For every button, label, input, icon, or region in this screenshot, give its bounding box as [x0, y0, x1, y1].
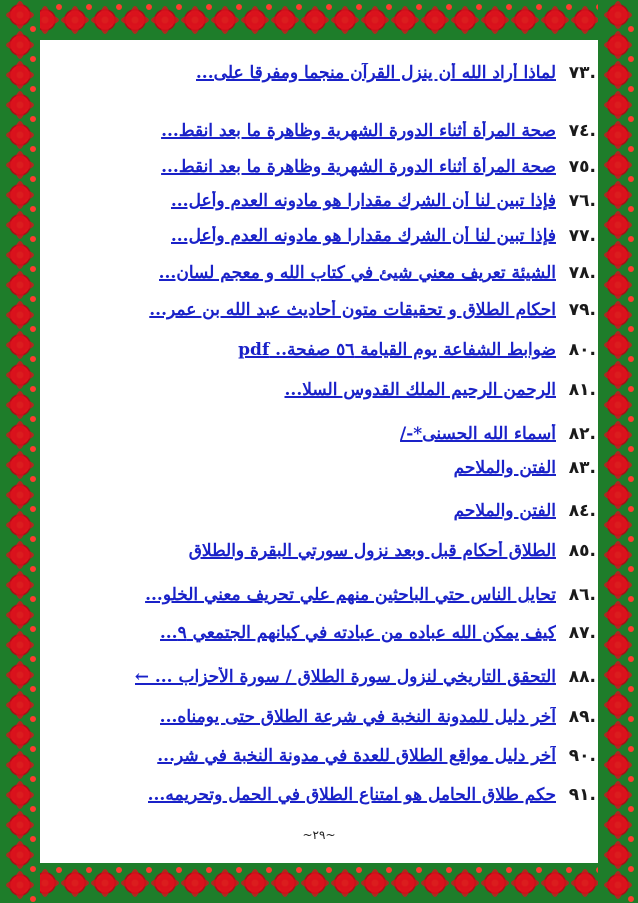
poinsettia-icon — [9, 304, 31, 326]
berry-icon — [30, 296, 36, 302]
berry-icon — [386, 4, 392, 10]
berry-icon — [628, 566, 634, 572]
berry-icon — [30, 86, 36, 92]
berry-icon — [446, 4, 452, 10]
list-item[interactable] — [66, 375, 596, 405]
poinsettia-icon — [607, 664, 629, 686]
entry-link[interactable]: صحة المرأة أثناء الدورة الشهرية وظاهرة ما بعد انقط... — [161, 157, 556, 177]
page-number: ~٢٩~ — [302, 828, 336, 842]
list-item[interactable] — [66, 58, 596, 88]
poinsettia-icon — [364, 872, 386, 894]
poinsettia-icon — [607, 394, 629, 416]
berry-icon — [266, 867, 272, 873]
berry-icon — [56, 867, 62, 873]
poinsettia-icon — [9, 634, 31, 656]
poinsettia-icon — [607, 754, 629, 776]
poinsettia-icon — [9, 574, 31, 596]
poinsettia-icon — [244, 9, 266, 31]
poinsettia-icon — [607, 214, 629, 236]
entry-link[interactable]: آخر دليل للمدونة النخبة في شرعة الطلاق حتى يومناه... — [159, 707, 556, 727]
poinsettia-icon — [607, 604, 629, 626]
entry-link[interactable]: فإذا تبين لنا أن الشرك مقدارا هو مادونه العدم وأعل... — [170, 191, 556, 211]
poinsettia-icon — [9, 694, 31, 716]
poinsettia-icon — [9, 484, 31, 506]
poinsettia-icon — [184, 9, 206, 31]
poinsettia-icon — [154, 872, 176, 894]
list-item[interactable] — [66, 453, 596, 483]
berry-icon — [206, 867, 212, 873]
list-item[interactable] — [66, 536, 596, 566]
berry-icon — [628, 716, 634, 722]
berry-icon — [628, 746, 634, 752]
poinsettia-icon — [274, 9, 296, 31]
entry-number: .٧٦ — [568, 191, 596, 211]
berry-icon — [30, 866, 36, 872]
entry-link[interactable]: الطلاق أحكام قبل وبعد نزول سورتي البقرة والطلاق — [188, 541, 556, 561]
poinsettia-icon — [454, 872, 476, 894]
berry-icon — [536, 4, 542, 10]
entry-number: .٨٣ — [568, 458, 596, 478]
poinsettia-icon — [607, 454, 629, 476]
berry-icon — [30, 716, 36, 722]
entry-link[interactable]: أسماء الله الحسنى*-/ — [400, 424, 556, 444]
poinsettia-icon — [454, 9, 476, 31]
berry-icon — [628, 56, 634, 62]
poinsettia-icon — [154, 9, 176, 31]
poinsettia-icon — [9, 454, 31, 476]
poinsettia-icon — [214, 872, 236, 894]
berry-icon — [628, 326, 634, 332]
berry-icon — [56, 4, 62, 10]
berry-icon — [176, 867, 182, 873]
poinsettia-icon — [607, 334, 629, 356]
berry-icon — [30, 476, 36, 482]
berry-icon — [628, 176, 634, 182]
entry-link[interactable]: صحة المرأة أثناء الدورة الشهرية وظاهرة ما بعد انقط... — [161, 121, 556, 141]
berry-icon — [628, 356, 634, 362]
berry-icon — [628, 386, 634, 392]
berry-icon — [386, 867, 392, 873]
entry-number: .٨٠ — [568, 340, 596, 360]
entry-link[interactable]: آخر دليل مواقع الطلاق للعدة في مدونة النخبة في شر... — [157, 746, 556, 766]
entry-number: .٧٤ — [568, 121, 596, 141]
berry-icon — [628, 776, 634, 782]
berry-icon — [30, 236, 36, 242]
berry-icon — [30, 686, 36, 692]
poinsettia-icon — [9, 94, 31, 116]
entry-number: .٧٣ — [568, 63, 596, 83]
berry-icon — [30, 446, 36, 452]
poinsettia-icon — [334, 9, 356, 31]
berry-icon — [30, 806, 36, 812]
poinsettia-icon — [304, 872, 326, 894]
berry-icon — [30, 176, 36, 182]
poinsettia-icon — [9, 514, 31, 536]
list-item[interactable] — [66, 258, 596, 288]
poinsettia-icon — [9, 64, 31, 86]
poinsettia-icon — [334, 872, 356, 894]
poinsettia-icon — [607, 874, 629, 896]
berry-icon — [628, 116, 634, 122]
poinsettia-icon — [607, 34, 629, 56]
berry-icon — [628, 686, 634, 692]
poinsettia-icon — [124, 9, 146, 31]
list-item[interactable] — [66, 295, 596, 325]
list-item[interactable] — [66, 335, 596, 365]
berry-icon — [30, 386, 36, 392]
poinsettia-icon — [184, 872, 206, 894]
entry-number: .٨٧ — [568, 623, 596, 643]
list-item[interactable] — [66, 419, 596, 449]
poinsettia-icon — [607, 484, 629, 506]
berry-icon — [30, 776, 36, 782]
berry-icon — [566, 867, 572, 873]
poinsettia-icon — [9, 604, 31, 626]
entry-number: .٧٨ — [568, 263, 596, 283]
poinsettia-icon — [424, 9, 446, 31]
entry-link[interactable]: الشيئة تعريف معني شيئ في كتاب الله و معجم لسان... — [158, 263, 556, 283]
berry-icon — [86, 867, 92, 873]
poinsettia-icon — [607, 184, 629, 206]
poinsettia-icon — [9, 394, 31, 416]
list-item[interactable] — [66, 116, 596, 146]
poinsettia-icon — [514, 872, 536, 894]
poinsettia-icon — [607, 424, 629, 446]
berry-icon — [628, 416, 634, 422]
entry-link[interactable]: الرحمن الرحيم الملك القدوس السلا... — [284, 380, 556, 400]
poinsettia-icon — [64, 9, 86, 31]
poinsettia-icon — [544, 872, 566, 894]
entry-link[interactable]: الفتن والملاحم — [453, 458, 556, 478]
berry-icon — [628, 536, 634, 542]
berry-icon — [476, 867, 482, 873]
decorative-border-bottom — [0, 863, 638, 903]
list-item[interactable] — [66, 741, 596, 771]
poinsettia-icon — [9, 334, 31, 356]
berry-icon — [30, 656, 36, 662]
berry-icon — [30, 266, 36, 272]
berry-icon — [30, 356, 36, 362]
entry-link[interactable]: حكم طلاق الحامل هو امتناع الطلاق في الحمل وتحريمه... — [147, 785, 556, 805]
berry-icon — [628, 146, 634, 152]
poinsettia-icon — [484, 9, 506, 31]
berry-icon — [326, 867, 332, 873]
poinsettia-icon — [9, 844, 31, 866]
berry-icon — [628, 26, 634, 32]
poinsettia-icon — [304, 9, 326, 31]
berry-icon — [296, 4, 302, 10]
poinsettia-icon — [607, 304, 629, 326]
poinsettia-icon — [607, 844, 629, 866]
berry-icon — [116, 4, 122, 10]
berry-icon — [86, 4, 92, 10]
berry-icon — [628, 866, 634, 872]
berry-icon — [356, 867, 362, 873]
berry-icon — [236, 4, 242, 10]
entry-number: .٩٠ — [568, 746, 596, 766]
entry-link[interactable]: كيف يمكن الله عباده من عبادته في كيانهم الجتمعي ٩... — [159, 623, 556, 643]
poinsettia-icon — [9, 544, 31, 566]
poinsettia-icon — [9, 784, 31, 806]
berry-icon — [628, 596, 634, 602]
berry-icon — [116, 867, 122, 873]
berry-icon — [446, 867, 452, 873]
entry-number: .٩١ — [568, 785, 596, 805]
list-item[interactable] — [66, 780, 596, 810]
poinsettia-icon — [274, 872, 296, 894]
poinsettia-icon — [607, 274, 629, 296]
poinsettia-icon — [9, 4, 31, 26]
berry-icon — [30, 596, 36, 602]
poinsettia-icon — [9, 244, 31, 266]
berry-icon — [30, 506, 36, 512]
poinsettia-icon — [574, 9, 596, 31]
berry-icon — [628, 236, 634, 242]
poinsettia-icon — [514, 9, 536, 31]
poinsettia-icon — [9, 724, 31, 746]
poinsettia-icon — [214, 9, 236, 31]
berry-icon — [628, 896, 634, 902]
berry-icon — [416, 4, 422, 10]
poinsettia-icon — [607, 634, 629, 656]
entry-link[interactable]: ضوابط الشفاعة يوم القيامة ٥٦ صفحة.. pdf — [238, 340, 556, 360]
berry-icon — [506, 867, 512, 873]
berry-icon — [296, 867, 302, 873]
entry-number: .٧٥ — [568, 157, 596, 177]
berry-icon — [30, 326, 36, 332]
entry-number: .٨٥ — [568, 541, 596, 561]
berry-icon — [236, 867, 242, 873]
poinsettia-icon — [607, 784, 629, 806]
poinsettia-icon — [9, 664, 31, 686]
entry-link[interactable]: احكام الطلاق و تحقيقات متون أحاديث عبد الله بن عمر... — [149, 300, 556, 320]
list-item[interactable] — [66, 186, 596, 216]
poinsettia-icon — [544, 9, 566, 31]
berry-icon — [628, 476, 634, 482]
berry-icon — [628, 656, 634, 662]
poinsettia-icon — [124, 872, 146, 894]
poinsettia-icon — [9, 34, 31, 56]
entry-link[interactable]: فإذا تبين لنا أن الشرك مقدارا هو مادونه العدم وأعل... — [170, 226, 556, 246]
berry-icon — [30, 116, 36, 122]
entry-number: .٨٢ — [568, 424, 596, 444]
poinsettia-icon — [607, 94, 629, 116]
poinsettia-icon — [364, 9, 386, 31]
berry-icon — [30, 626, 36, 632]
poinsettia-icon — [9, 154, 31, 176]
entry-number: .٨١ — [568, 380, 596, 400]
poinsettia-icon — [94, 872, 116, 894]
entry-link[interactable]: لماذا أراد الله أن ينزل القرآن منجما ومفرقا على... — [195, 63, 556, 83]
entry-number: .٨٤ — [568, 501, 596, 521]
poinsettia-icon — [64, 872, 86, 894]
berry-icon — [30, 56, 36, 62]
berry-icon — [476, 4, 482, 10]
entry-number: .٧٩ — [568, 300, 596, 320]
poinsettia-icon — [9, 424, 31, 446]
berry-icon — [628, 266, 634, 272]
list-item[interactable] — [66, 702, 596, 732]
berry-icon — [628, 446, 634, 452]
list-item[interactable] — [66, 221, 596, 251]
berry-icon — [30, 146, 36, 152]
poinsettia-icon — [574, 872, 596, 894]
entry-link[interactable]: التحقق التاريخي لنزول سورة الطلاق / سورة الأحزاب ... ← — [134, 667, 556, 687]
entry-number: .٨٨ — [568, 667, 596, 687]
poinsettia-icon — [607, 64, 629, 86]
poinsettia-icon — [9, 184, 31, 206]
berry-icon — [30, 536, 36, 542]
berry-icon — [628, 296, 634, 302]
berry-icon — [628, 86, 634, 92]
berry-icon — [416, 867, 422, 873]
berry-icon — [30, 416, 36, 422]
entry-link[interactable]: الفتن والملاحم — [453, 501, 556, 521]
poinsettia-icon — [607, 154, 629, 176]
berry-icon — [506, 4, 512, 10]
decorative-border-top — [0, 0, 638, 40]
list-item[interactable] — [66, 662, 596, 692]
berry-icon — [30, 206, 36, 212]
decorative-border-left — [0, 0, 40, 903]
poinsettia-icon — [607, 364, 629, 386]
decorative-border-right — [598, 0, 638, 903]
list-item[interactable] — [66, 152, 596, 182]
berry-icon — [30, 746, 36, 752]
poinsettia-icon — [607, 574, 629, 596]
entry-number: .٨٩ — [568, 707, 596, 727]
poinsettia-icon — [607, 124, 629, 146]
poinsettia-icon — [394, 872, 416, 894]
berry-icon — [326, 4, 332, 10]
berry-icon — [146, 4, 152, 10]
poinsettia-icon — [394, 9, 416, 31]
berry-icon — [566, 4, 572, 10]
berry-icon — [356, 4, 362, 10]
poinsettia-icon — [244, 872, 266, 894]
poinsettia-icon — [607, 724, 629, 746]
poinsettia-icon — [9, 124, 31, 146]
poinsettia-icon — [607, 4, 629, 26]
berry-icon — [30, 26, 36, 32]
poinsettia-icon — [9, 364, 31, 386]
poinsettia-icon — [484, 872, 506, 894]
poinsettia-icon — [9, 874, 31, 896]
berry-icon — [176, 4, 182, 10]
entry-number: .٧٧ — [568, 226, 596, 246]
poinsettia-icon — [9, 754, 31, 776]
poinsettia-icon — [424, 872, 446, 894]
berry-icon — [30, 566, 36, 572]
berry-icon — [206, 4, 212, 10]
list-item[interactable] — [66, 496, 596, 526]
poinsettia-icon — [607, 514, 629, 536]
berry-icon — [628, 206, 634, 212]
poinsettia-icon — [607, 544, 629, 566]
berry-icon — [628, 626, 634, 632]
entry-number: .٨٦ — [568, 585, 596, 605]
poinsettia-icon — [9, 274, 31, 296]
list-item[interactable] — [66, 618, 596, 648]
berry-icon — [536, 867, 542, 873]
poinsettia-icon — [94, 9, 116, 31]
entry-link[interactable]: تحايل الناس حتي الباحثين منهم علي تحريف معني الخلو... — [145, 585, 556, 605]
berry-icon — [146, 867, 152, 873]
poinsettia-icon — [9, 214, 31, 236]
berry-icon — [266, 4, 272, 10]
poinsettia-icon — [607, 694, 629, 716]
berry-icon — [628, 806, 634, 812]
poinsettia-icon — [607, 244, 629, 266]
berry-icon — [30, 896, 36, 902]
berry-icon — [628, 506, 634, 512]
list-item[interactable] — [66, 580, 596, 610]
